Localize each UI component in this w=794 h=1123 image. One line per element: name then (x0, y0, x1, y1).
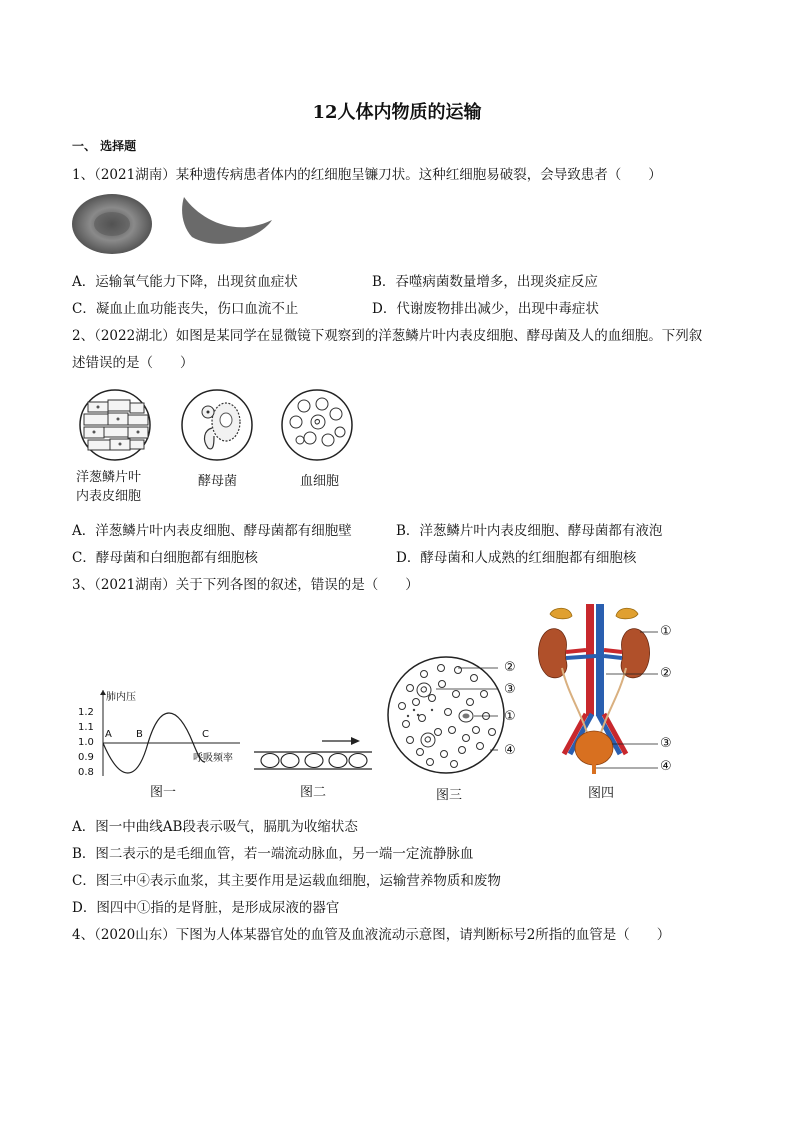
q2-option-a[interactable]: A．洋葱鳞片叶内表皮细胞、酵母菌都有细胞壁 (72, 523, 352, 539)
yeast-figure (180, 388, 254, 462)
blood-cells-figure (280, 388, 354, 462)
caption-onion-line2: 内表皮细胞 (76, 489, 142, 504)
question-1-stem: 1、（2021湖南）某种遗传病患者体内的红细胞呈镰刀状。这种红细胞易破裂，会导致患者（ ） (72, 167, 662, 183)
fig1-point-c: C (202, 729, 209, 740)
fig1-caption: 图一 (150, 785, 177, 800)
q3-option-a[interactable]: A．图一中曲线AB段表示吸气，膈肌为收缩状态 (72, 819, 358, 835)
fig3-caption: 图三 (436, 788, 463, 803)
fig1-ytick-0-9: 0.9 (78, 752, 94, 763)
q3-option-b[interactable]: B．图二表示的是毛细血管，若一端流动脉血，另一端一定流静脉血 (72, 846, 474, 862)
q1-option-d[interactable]: D．代谢废物排出减少，出现中毒症状 (372, 301, 599, 317)
sickle-red-cell (182, 197, 272, 244)
q1-cells-figure (72, 192, 282, 262)
fig4-marker-4: ④ (660, 759, 672, 774)
q2-option-c[interactable]: C．酵母菌和白细胞都有细胞核 (72, 550, 258, 566)
fig3-marker-1: ① (504, 709, 516, 724)
fig4-marker-2: ② (660, 666, 672, 681)
fig1-ytick-0-8: 0.8 (78, 767, 94, 778)
caption-yeast: 酵母菌 (198, 474, 238, 489)
fig4-caption: 图四 (588, 786, 615, 801)
onion-cells-figure (78, 388, 152, 462)
question-2-stem-line2: 述错误的是（ ） (72, 355, 194, 371)
fig4-urinary-system (530, 604, 670, 776)
fig1-ytick-1-0: 1.0 (78, 737, 94, 748)
fig1-ylabel: 肺内压 (106, 692, 136, 703)
fig2-caption: 图二 (300, 785, 327, 800)
q1-option-c[interactable]: C．凝血止血功能丧失，伤口血流不止 (72, 301, 299, 317)
fig3-marker-2: ② (504, 660, 516, 675)
section-heading: 一、 选择题 (72, 139, 137, 153)
q1-option-b[interactable]: B．吞噬病菌数量增多，出现炎症反应 (372, 274, 598, 290)
q1-option-a[interactable]: A．运输氧气能力下降，出现贫血症状 (72, 274, 298, 290)
fig1-ytick-1-1: 1.1 (78, 722, 94, 733)
q3-option-c[interactable]: C．图三中④表示血浆，其主要作用是运载血细胞，运输营养物质和废物 (72, 873, 501, 889)
fig3-marker-3: ③ (504, 682, 516, 697)
fig1-ytick-1-2: 1.2 (78, 707, 94, 718)
caption-blood-cells: 血细胞 (300, 474, 340, 489)
fig3-marker-4: ④ (504, 743, 516, 758)
question-2-stem-line1: 2、（2022湖北）如图是某同学在显微镜下观察到的洋葱鳞片叶内表皮细胞、酵母菌及人的血细胞。下列叙 (72, 328, 703, 344)
fig2-capillary (254, 735, 372, 775)
fig1-xlabel: 呼吸频率 (193, 753, 233, 764)
fig1-point-b: B (136, 729, 143, 740)
question-4-stem: 4、（2020山东）下图为人体某器官处的血管及血液流动示意图，请判断标号2所指的血管是（ ） (72, 927, 671, 943)
question-3-stem: 3、（2021湖南）关于下列各图的叙述，错误的是（ ） (72, 577, 419, 593)
fig4-marker-1: ① (660, 624, 672, 639)
q2-option-b[interactable]: B．洋葱鳞片叶内表皮细胞、酵母菌都有液泡 (396, 523, 663, 539)
q2-option-d[interactable]: D．酵母菌和人成熟的红细胞都有细胞核 (396, 550, 637, 566)
fig1-axes (100, 690, 245, 780)
q3-option-d[interactable]: D．图四中①指的是肾脏，是形成尿液的器官 (72, 900, 340, 916)
fig4-marker-3: ③ (660, 736, 672, 751)
fig1-point-a: A (105, 729, 112, 740)
caption-onion-line1: 洋葱鳞片叶 (76, 470, 142, 485)
page-title: 12人体内物质的运输 (312, 102, 482, 123)
